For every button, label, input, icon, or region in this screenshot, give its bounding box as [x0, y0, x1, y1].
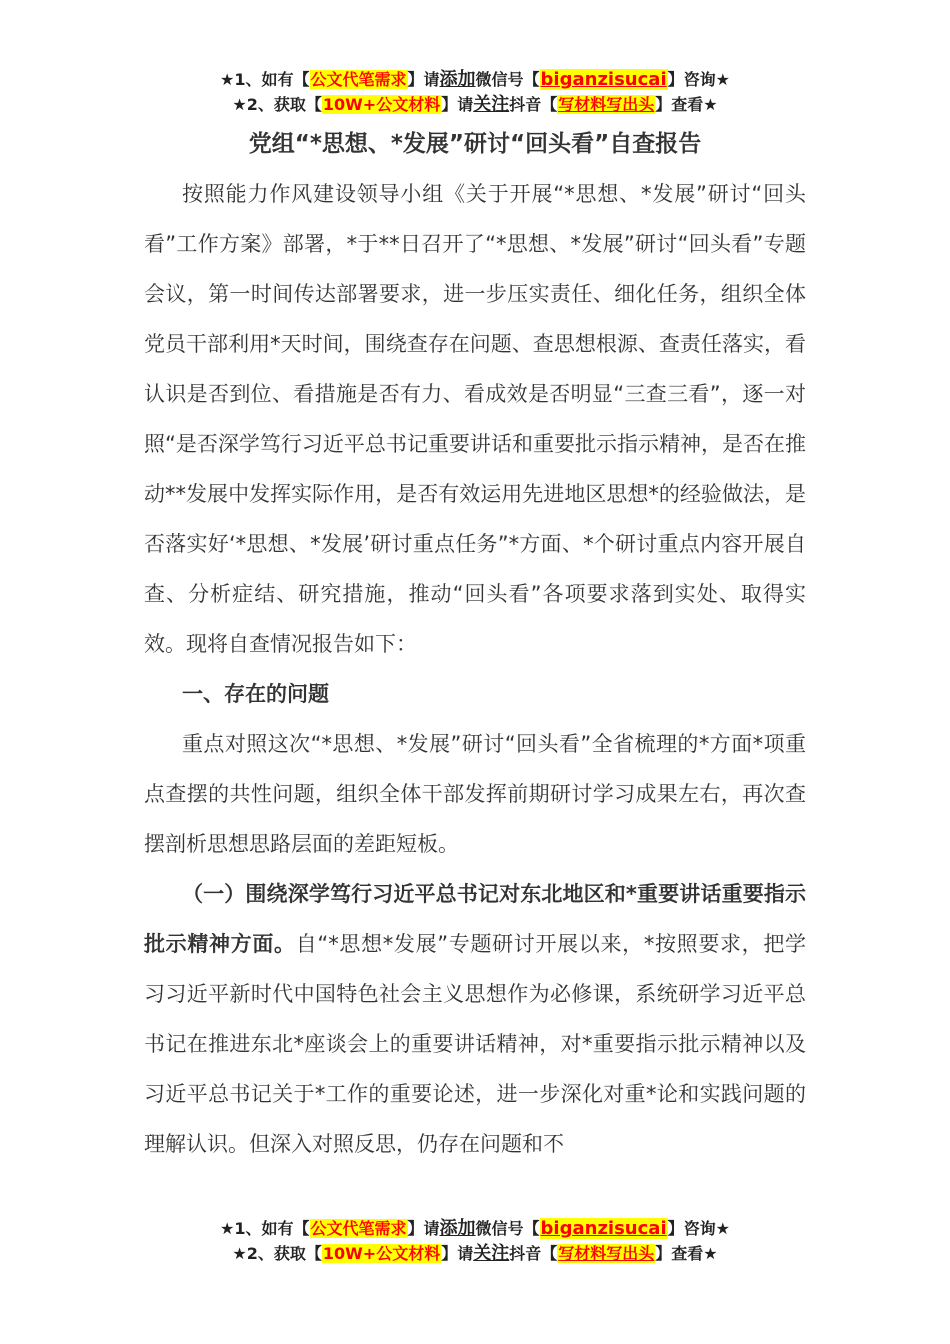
document-body — [144, 169, 806, 1169]
promo-line-2 — [0, 1241, 950, 1266]
promo-text: 】咨询★ — [667, 1219, 730, 1238]
promo-text: 微信号【 — [475, 1219, 540, 1238]
promo-line-2 — [0, 92, 950, 117]
promo-text: ★2、获取【 — [232, 95, 322, 114]
promo-text: ★1、如有【 — [220, 1219, 310, 1238]
intro-paragraph: 按照能力作风建设领导小组《关于开展“*思想、*发展”研讨“回头看”工作方案》部署，*于**日召开了“*思想、*发展”研讨“回头看”专题会议，第一时间传达部署要求，进一步压实责任、细化任务，组织全体党员干部利用*天时间，围绕查存在问题、查思想根源、查责任落实，看认识是否到位、看措施是否有力、看成效是否明显“三查三看”，逐一对照“是否深学笃行习近平总书记重要讲话和重要批示指示精神，是否在推动**发展中发挥实际作用，是否有效运用先进地区思想*的经验做法，是否落实好‘*思想、*发展’研讨重点任务”*方面、*个研讨重点内容开展自查、分析症结、研究措施，推动“回头看”各项要求落到实处、取得实效。现将自查情况报告如下： — [144, 182, 806, 656]
promo-text: 】查看★ — [655, 1244, 718, 1263]
promo-underlined: 关注 — [473, 1243, 510, 1264]
promo-highlight: 公文代笔需求 — [310, 1219, 407, 1238]
promo-text: ★1、如有【 — [220, 70, 310, 89]
promo-text: 】请 — [441, 95, 474, 114]
promo-douyin-id: 写材料写出头 — [558, 95, 655, 114]
promo-text: 微信号【 — [475, 70, 540, 89]
promo-text: 】咨询★ — [667, 70, 730, 89]
promo-line-1 — [0, 1216, 950, 1241]
subsection-heading: （一）围绕深学笃行习近平总书记对东北地区和*重要讲话重要指示批示精神方面。 — [144, 882, 806, 956]
promo-text: 抖音【 — [509, 1244, 558, 1263]
promo-underlined: 关注 — [473, 94, 510, 115]
promo-highlight: 10W+公文材料 — [322, 1244, 441, 1263]
promo-text: 】查看★ — [655, 95, 718, 114]
promo-douyin-id: 写材料写出头 — [558, 1244, 655, 1263]
promo-text: 】请 — [441, 1244, 474, 1263]
promo-text: 】请 — [407, 70, 440, 89]
body-paragraph — [144, 869, 806, 1169]
promo-wechat-id: biganzisucai — [540, 1218, 667, 1239]
promo-line-1 — [0, 67, 950, 92]
bottom-promo-banner — [0, 1216, 950, 1266]
section-heading: 一、存在的问题 — [182, 682, 329, 706]
promo-highlight: 10W+公文材料 — [322, 95, 441, 114]
promo-wechat-id: biganzisucai — [540, 69, 667, 90]
promo-text: ★2、获取【 — [232, 1244, 322, 1263]
promo-underlined: 添加 — [439, 69, 476, 90]
promo-text: 抖音【 — [509, 95, 558, 114]
document-title: 党组“*思想、*发展”研讨“回头看”自查报告 — [248, 131, 702, 157]
top-promo-banner — [0, 67, 950, 117]
subsection-text: 自“*思想*发展”专题研讨开展以来，*按照要求，把学习习近平新时代中国特色社会主义思想作为必修课，系统研学习近平总书记在推进东北*座谈会上的重要讲话精神，对*重要指示批示精神以及习近平总书记关于*工作的重要论述，进一步深化对重*论和实践问题的理解认识。但深入对照反思，仍存在问题和不 — [144, 932, 806, 1156]
promo-text: 】请 — [407, 1219, 440, 1238]
body-paragraph: 重点对照这次“*思想、*发展”研讨“回头看”全省梳理的*方面*项重点查摆的共性问题，组织全体干部发挥前期研讨学习成果左右，再次查摆剖析思想思路层面的差距短板。 — [144, 732, 806, 856]
promo-highlight: 公文代笔需求 — [310, 70, 407, 89]
promo-underlined: 添加 — [439, 1218, 476, 1239]
